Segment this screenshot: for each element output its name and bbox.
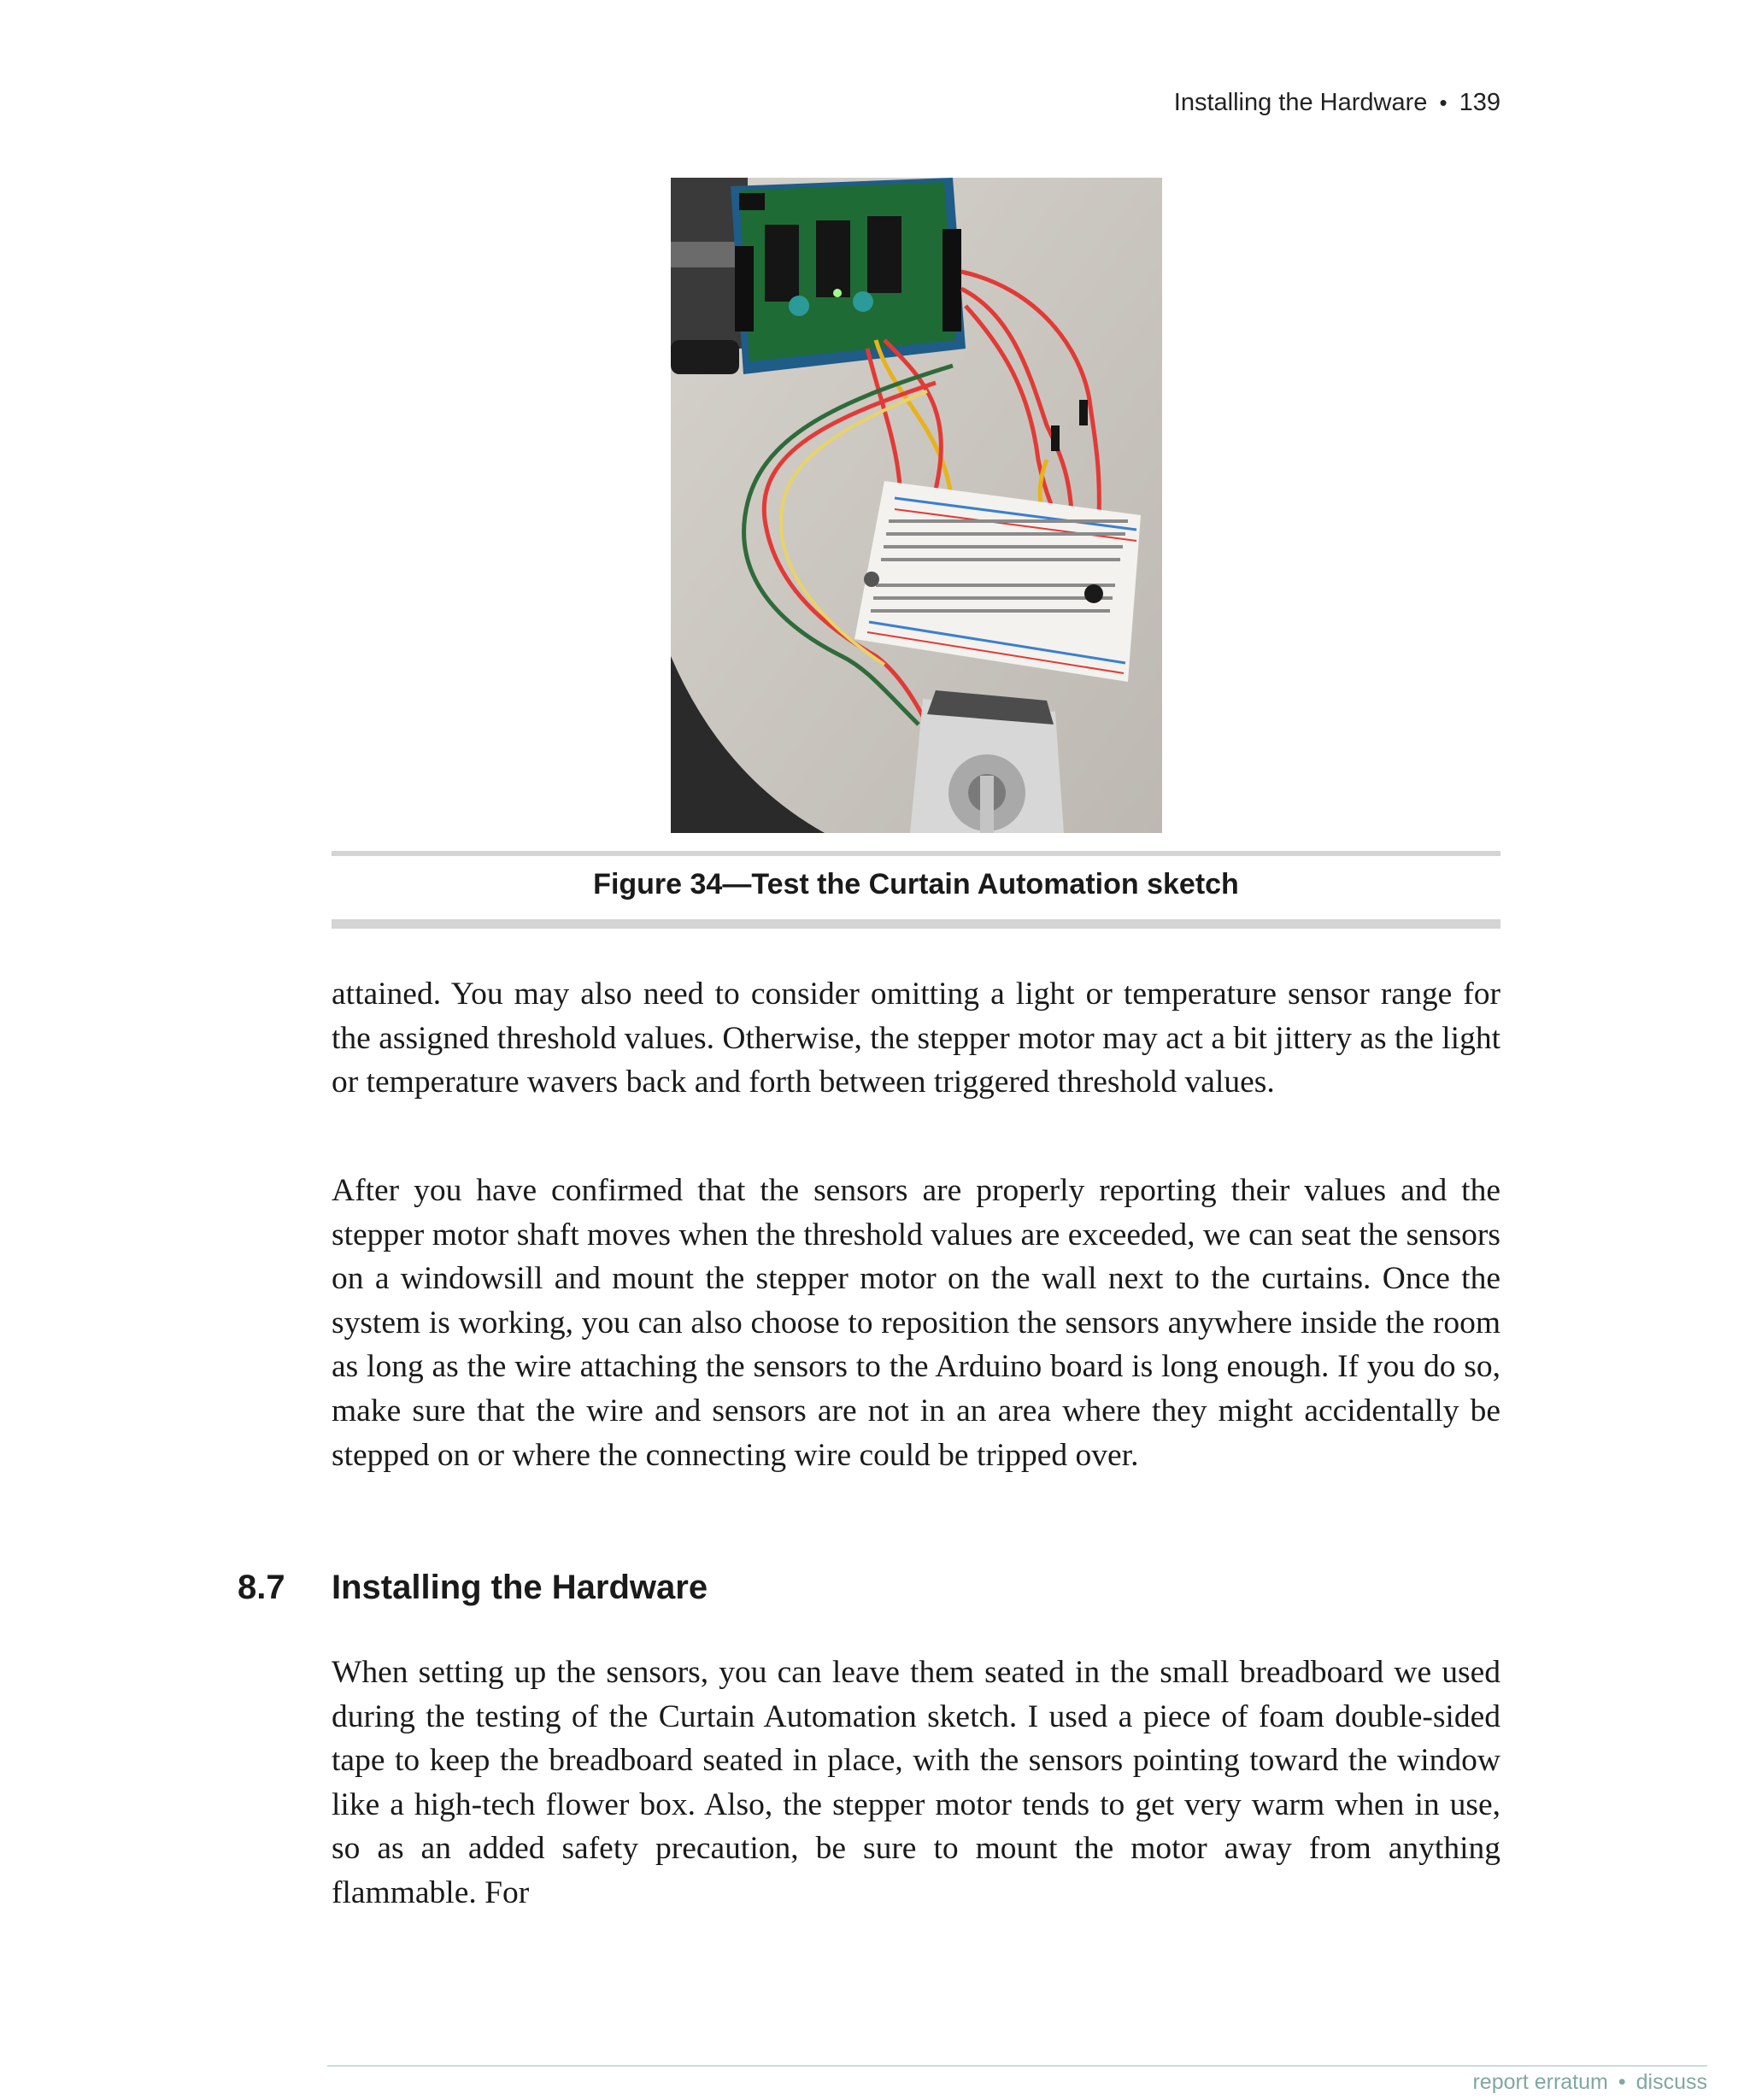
footer-rule bbox=[327, 2065, 1707, 2067]
figure-caption: Figure 34—Test the Curtain Automation sketch bbox=[593, 868, 1239, 900]
report-erratum-link[interactable]: report erratum bbox=[1472, 2070, 1608, 2094]
figure-rule-bottom bbox=[332, 919, 1500, 929]
running-head bbox=[1174, 89, 1500, 117]
footer-separator: • bbox=[1618, 2070, 1626, 2094]
paragraph-confirm-sensors: After you have confirmed that the sensors are properly reporting their values and the stepper motor shaft moves when the threshold values are exceeded, we can seat the sensors on a windowsill and mount the stepper motor on the wall next to the curtains. Once the system is working, you can also choose to reposition the sensors anywhere inside the room as long as the wire attaching the sensors to the Arduino board is long enough. If you do so, make sure that the wire and sensors are not in an area where they might accidentally be stepped on or where the connecting wire could be tripped over. bbox=[332, 1173, 1500, 1473]
paragraph-continuation: attained. You may also need to consider omitting a light or temperature sensor range for the assigned threshold values. Otherwise, the stepper motor may act a bit jittery as the light or temperature wavers back and forth between triggered threshold values. bbox=[332, 977, 1500, 1100]
page-number: 139 bbox=[1459, 89, 1500, 116]
section-number: 8.7 bbox=[238, 1569, 285, 1606]
footer-links bbox=[1472, 2070, 1707, 2095]
section-heading: Installing the Hardware bbox=[332, 1569, 708, 1606]
figure-rule-top bbox=[332, 851, 1500, 856]
paragraph-installing-hardware: When setting up the sensors, you can leave them seated in the small breadboard we used during the testing of the Curtain Automation sketch. I used a piece of foam double-sided tape to keep the breadboard seated in place, with the sensors pointing toward the window like a high-tech flower box. Also, the stepper motor tends to get very warm when in use, so as an added safety precaution, be sure to mount the motor away from anything flammable. For bbox=[332, 1655, 1500, 1910]
discuss-link[interactable]: discuss bbox=[1635, 2070, 1707, 2094]
running-head-title: Installing the Hardware bbox=[1173, 89, 1428, 116]
figure-photo-arduino-stepper-setup bbox=[671, 178, 1162, 833]
bullet-separator: • bbox=[1439, 90, 1448, 115]
